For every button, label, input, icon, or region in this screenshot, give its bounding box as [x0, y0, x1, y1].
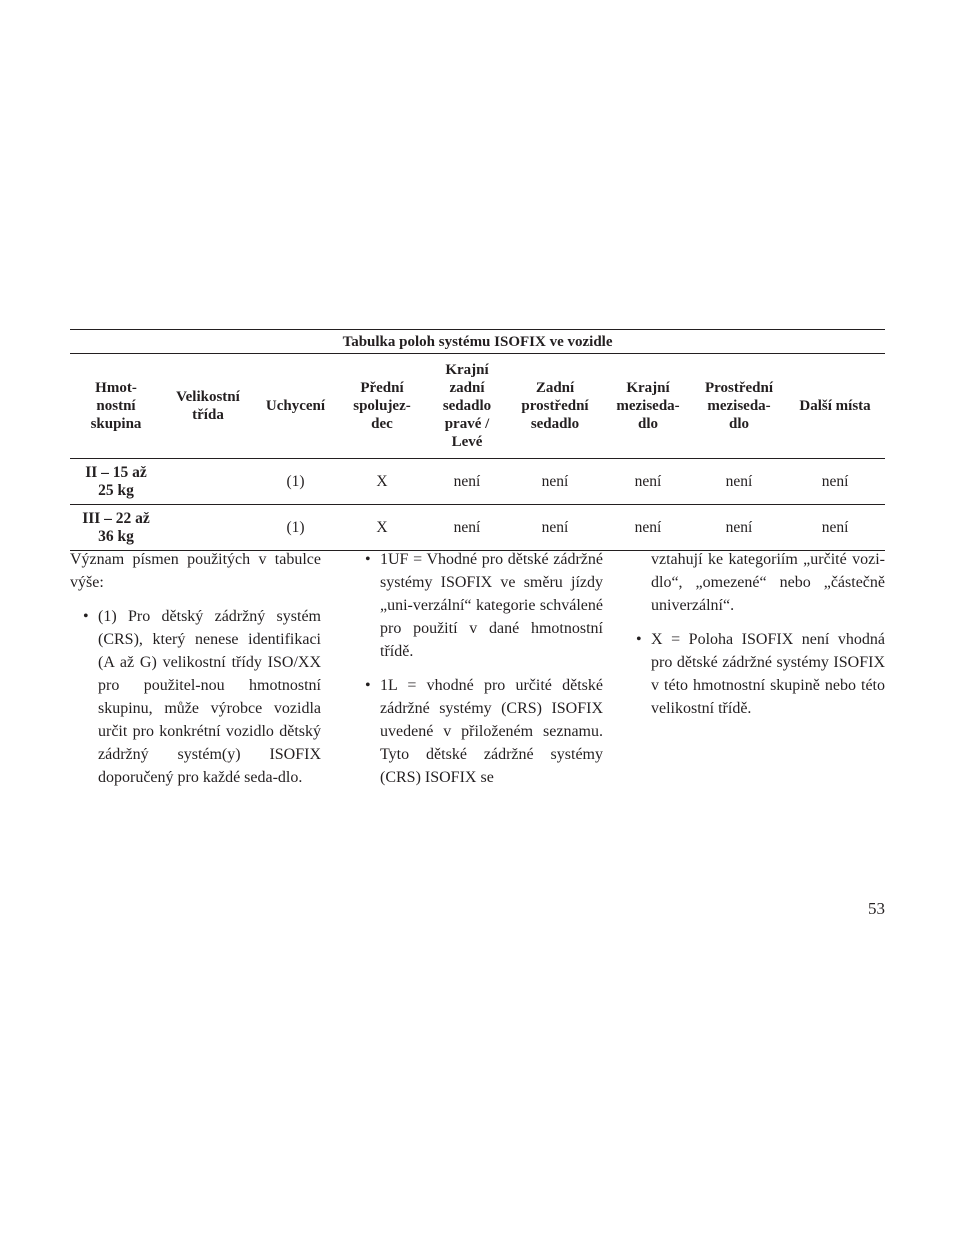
table-cell: není [693, 505, 785, 551]
table-cell [162, 459, 254, 505]
header-fixture: Uchycení [254, 354, 337, 459]
legend-item-continuation: vztahují ke kategoriím „určité vozi-dlo“, „omezené“ nebo „částečně univerzální“. [651, 551, 885, 614]
page-number: 53 [868, 899, 885, 918]
legend-column-2 [352, 548, 603, 800]
table-title: Tabulka poloh systému ISOFIX ve vozidle [70, 330, 885, 354]
legend-item-text: X = Poloha ISOFIX není vhodná pro dětské zádržné systémy ISOFIX v této hmotnostní skupině nebo této velikostní třídě. [651, 631, 885, 717]
table-cell: (1) [254, 505, 337, 551]
header-weight-group: Hmot- nostní skupina [70, 354, 162, 459]
bullet-icon: • [83, 608, 89, 625]
table-cell: není [603, 459, 693, 505]
table-title-row [70, 330, 885, 354]
header-intermediate-outboard: Krajní meziseda- dlo [603, 354, 693, 459]
legend-item-text: (1) Pro dětský zádržný systém (CRS), který nenese identifikaci (A až G) velikostní třídy ISO/XX pro použitel-nou hmotnostní skupinu, může výrobce vozidla určit pro konkrétní vozidlo dětský zádržný systém(y) ISOFIX doporučený pro každé seda-dlo. [98, 608, 321, 786]
legend-item [352, 674, 603, 789]
legend-item [70, 605, 321, 789]
table-cell: není [507, 459, 603, 505]
header-size-class: Velikostní třída [162, 354, 254, 459]
header-front-passenger: Přední spolujez- dec [337, 354, 427, 459]
table-cell: není [427, 505, 507, 551]
legend-item-text: 1UF = Vhodné pro dětské zádržné systémy ISOFIX ve směru jízdy „uni-verzální“ kategorie schválené pro použití v dané hmotnostní třídě. [380, 551, 603, 660]
table-header-row [70, 354, 885, 459]
legend-item [623, 628, 885, 720]
legend-column-3 [623, 548, 885, 731]
legend-column-1 [70, 548, 321, 800]
isofix-table-section [70, 329, 885, 551]
header-rear-outboard: Krajní zadní sedadlo pravé / Levé [427, 354, 507, 459]
table-cell [162, 505, 254, 551]
table-cell: není [693, 459, 785, 505]
table-cell: X [337, 459, 427, 505]
table-cell: (1) [254, 459, 337, 505]
table-row [70, 505, 885, 551]
table-cell: není [785, 459, 885, 505]
header-rear-center: Zadní prostřední sedadlo [507, 354, 603, 459]
header-other-positions: Další místa [785, 354, 885, 459]
bullet-icon: • [636, 631, 642, 648]
table-cell: není [507, 505, 603, 551]
row-weight-group: II – 15 až 25 kg [70, 459, 162, 505]
bullet-icon: • [365, 551, 371, 568]
header-intermediate-center: Prostřední meziseda- dlo [693, 354, 785, 459]
isofix-positions-table [70, 329, 885, 551]
legend-item [352, 548, 603, 663]
table-cell: není [785, 505, 885, 551]
legend-intro: Význam písmen použitých v tabulce výše: [70, 551, 321, 591]
table-row [70, 459, 885, 505]
bullet-icon: • [365, 677, 371, 694]
table-cell: není [603, 505, 693, 551]
table-cell: není [427, 459, 507, 505]
legend-item-text: 1L = vhodné pro určité dětské zádržné systémy (CRS) ISOFIX uvedené v přiloženém seznamu. Tyto dětské zádržné systémy (CRS) ISOFIX se [380, 677, 603, 786]
table-cell: X [337, 505, 427, 551]
row-weight-group: III – 22 až 36 kg [70, 505, 162, 551]
